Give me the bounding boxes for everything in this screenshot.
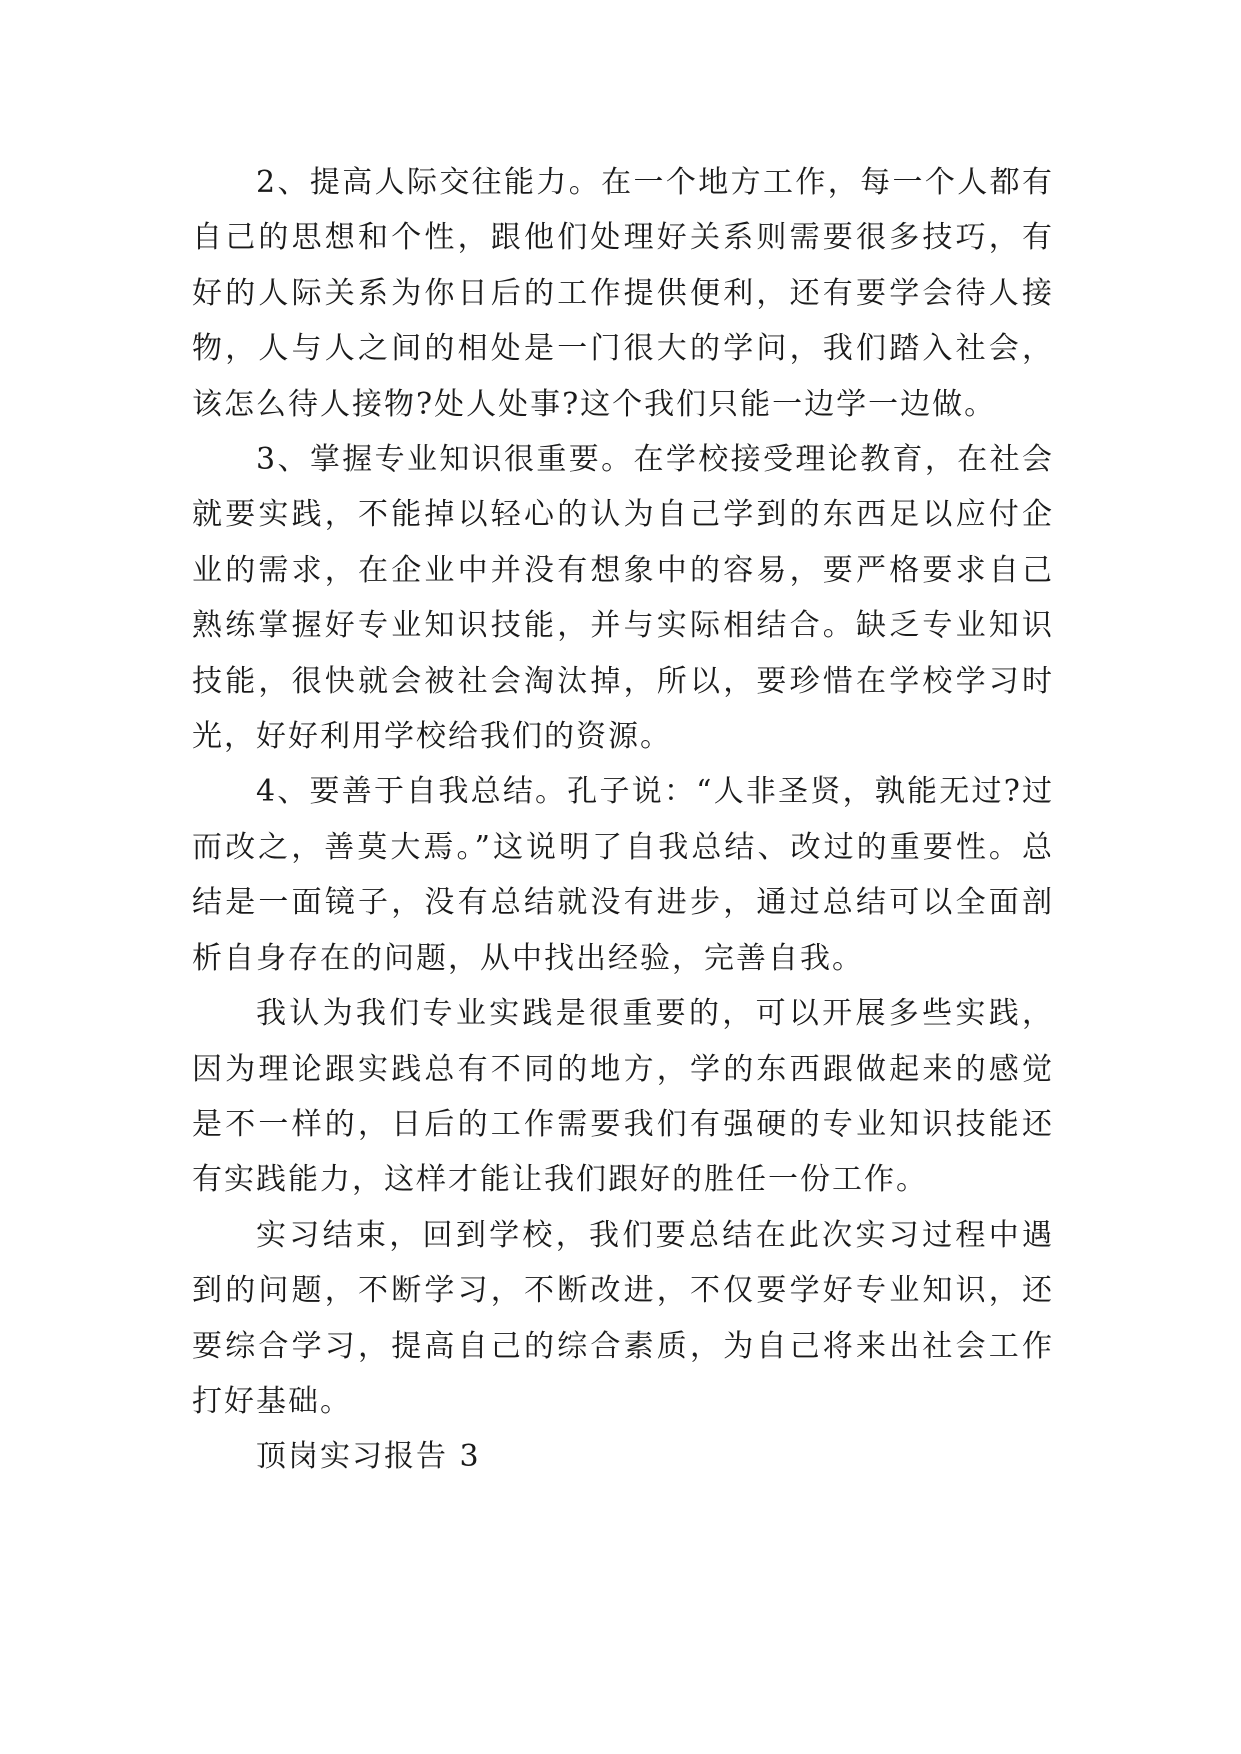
paragraph-self-summary: 4、要善于自我总结。孔子说：“人非圣贤，孰能无过?过而改之，善莫大焉。”这说明了自我总结、改过的重要性。总结是一面镜子，没有总结就没有进步，通过总结可以全面剖析自身存在的问题，从中找出经验，完善自我。 (192, 774, 1054, 976)
document-body (192, 155, 1054, 1485)
section-heading: 顶岗实习报告 3 (256, 1439, 481, 1475)
paragraph-internship-conclusion: 实习结束，回到学校，我们要总结在此次实习过程中遇到的问题，不断学习，不断改进，不仅要学好专业知识，还要综合学习，提高自己的综合素质，为自己将来出社会工作打好基础。 (192, 1217, 1054, 1419)
paragraph-professional-knowledge: 3、掌握专业知识很重要。在学校接受理论教育，在社会就要实践，不能掉以轻心的认为自己学到的东西足以应付企业的需求，在企业中并没有想象中的容易，要严格要求自己熟练掌握好专业知识技能，并与实际相结合。缺乏专业知识技能，很快就会被社会淘汰掉，所以，要珍惜在学校学习时光，好好利用学校给我们的资源。 (192, 442, 1054, 755)
paragraph-practice-importance: 我认为我们专业实践是很重要的，可以开展多些实践，因为理论跟实践总有不同的地方，学的东西跟做起来的感觉是不一样的，日后的工作需要我们有强硬的专业知识技能还有实践能力，这样才能让我们跟好的胜任一份工作。 (192, 996, 1054, 1198)
paragraph-interpersonal-skills: 2、提高人际交往能力。在一个地方工作，每一个人都有自己的思想和个性，跟他们处理好关系则需要很多技巧，有好的人际关系为你日后的工作提供便利，还有要学会待人接物，人与人之间的相处是一门很大的学问，我们踏入社会，该怎么待人接物?处人处事?这个我们只能一边学一边做。 (192, 165, 1054, 422)
